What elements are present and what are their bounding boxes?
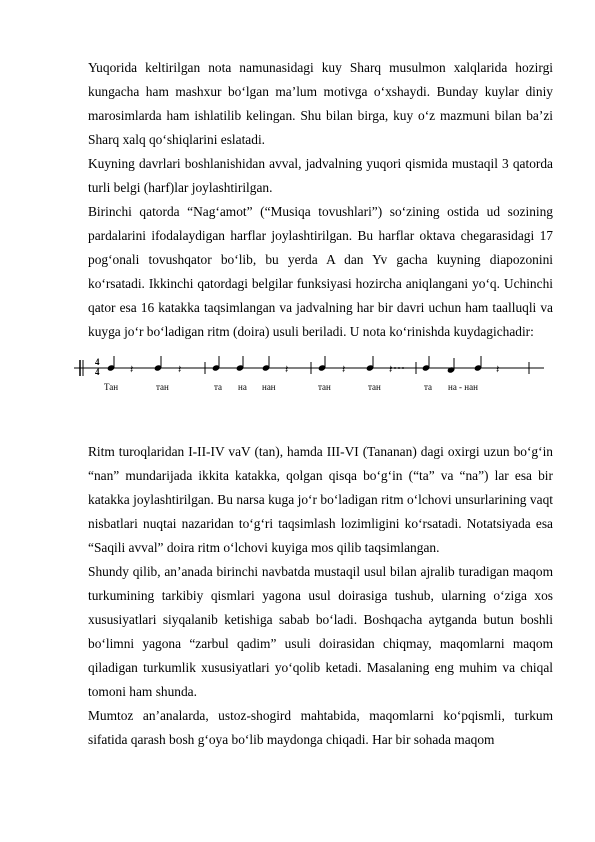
rest-symbol: 𝄽 xyxy=(389,364,393,376)
syllable-1: Тан xyxy=(104,382,119,392)
measure-4 xyxy=(422,356,500,376)
syllable-4: на xyxy=(238,382,247,392)
rhythm-staff xyxy=(74,348,554,410)
time-signature-bottom: 4 xyxy=(95,367,100,377)
syllable-9: на - нан xyxy=(448,382,478,392)
syllable-3: та xyxy=(214,382,223,392)
paragraph-3: Birinchi qatorda “Nagʻamot” (“Musiqa tovushlari”) soʻzining ostida ud sozining pardalarini ifodalaydigan harflar joylashtirilgan. Bu harflar oktava chegarasidagi 17 pogʻonali tovushqator boʻlib, bu yerda A dan Yv gacha kuyning diapozonini koʻrsatadi. Ikkinchi qatordagi belgilar funksiyasi hozircha aniqlangani yoʻq. Uchinchi qator esa 16 katakka taqsimlangan va jadvalning har bir davri uchun ham taalluqli va kuyga joʻr boʻladigan ritm (doira) usuli beriladi. U nota koʻrinishda kuydagichadir: xyxy=(88,204,553,339)
measure-3 xyxy=(318,356,404,376)
paragraph-6: Mumtoz an’analarda, ustoz-shogird mahtabida, maqomlarni koʻpqismli, turkum sifatida qarash bosh gʻoya boʻlib maydonga chiqadi. Har bir sohada maqom xyxy=(88,708,553,747)
paragraph-1: Yuqorida keltirilgan nota namunasidagi kuy Sharq musulmon xalqlarida hozirgi kungacha ham mashxur boʻlgan ma’lum motivga oʻxshaydi. Bunday kuylar diniy marosimlarda ham ishlatilib kelingan. Shu bilan birga, kuy oʻz mazmuni bilan ba’zi Sharq xalq qoʻshiqlarini eslatadi. xyxy=(88,60,553,147)
time-signature-top: 4 xyxy=(95,357,100,367)
document-page xyxy=(88,56,553,752)
rest-symbol: 𝄽 xyxy=(496,364,500,376)
rhythm-notation xyxy=(74,348,554,410)
syllable-2: тан xyxy=(156,382,169,392)
rest-symbol: 𝄽 xyxy=(130,364,134,376)
measure-2 xyxy=(212,356,289,376)
paragraph-4: Ritm turoqlaridan I-II-IV vaV (tan), hamda III-VI (Tananan) dagi oxirgi uzun boʻgʻin “nan” mundarijada ikkita katakka, qolgan qisqa boʻgʻin (“ta” va “na”) lar esa bir katakka joylashtirilgan. Bu narsa kuga joʻr boʻladigan ritm oʻlchovi unsurlarining vaqt nisbatlari nuqtai nazaridan toʻgʻri taqsimlash lozimligini koʻrsatadi. Notatsiyada esa “Saqili avval” doira ritm oʻlchovi kuyiga mos qilib taqsimlangan. xyxy=(88,444,553,555)
syllable-8: та xyxy=(424,382,433,392)
paragraph-2: Kuyning davrlari boshlanishidan avval, jadvalning yuqori qismida mustaqil 3 qatorda turli belgi (harf)lar joylashtirilgan. xyxy=(88,156,553,195)
rest-symbol: 𝄽 xyxy=(178,364,182,376)
paragraph-5: Shundy qilib, an’anada birinchi navbatda mustaqil usul bilan ajralib turadigan maqom turkumining tarkibiy qismlari yagona usul doirasiga tushub, ularning oʻziga xos xususiyatlari siyqalanib ketishiga sabab boʻladi. Boshqacha aytganda butun boshli boʻlimni yagona “zarbul qadim” usuli doirasidan chiqmay, maqomlarni maqom qiladigan turkumlik xususiyatlari yoʻqolib ketadi. Masalaning eng muhim va chiqal tomoni ham shunda. xyxy=(88,564,553,699)
syllable-7: тан xyxy=(368,382,381,392)
syllable-6: тан xyxy=(318,382,331,392)
syllable-5: нан xyxy=(262,382,276,392)
measure-1 xyxy=(107,356,182,376)
rest-symbol: 𝄽 xyxy=(342,364,346,376)
rest-symbol: 𝄽 xyxy=(285,364,289,376)
